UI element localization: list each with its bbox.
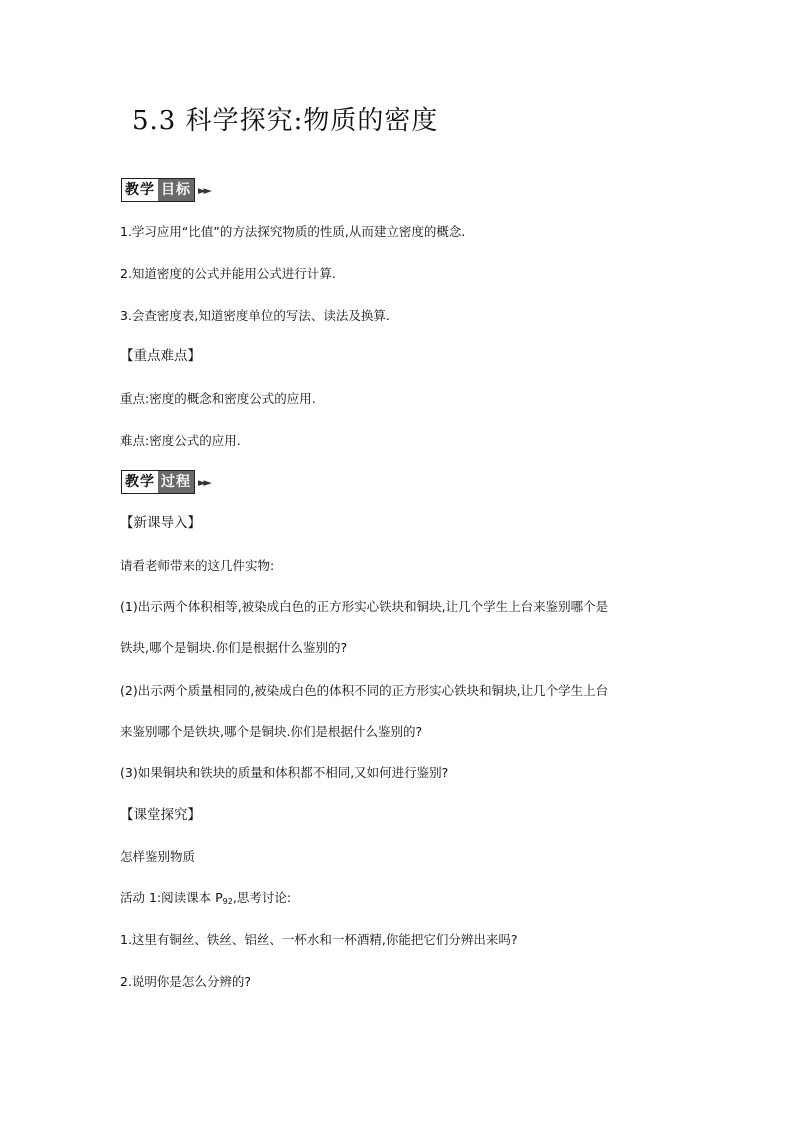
objective-3: 3.会查密度表,知道密度单位的写法、读法及换算. [120, 308, 390, 323]
intro-item-2-line-2: 来鉴别哪个是铁块,哪个是铜块.你们是根据什么鉴别的? [120, 724, 423, 739]
double-arrow-icon: ►► [198, 475, 209, 489]
double-arrow-icon: ►► [198, 183, 209, 197]
badge-label-white: 教学 [122, 471, 158, 493]
activity-prefix: 活动 1:阅读课本 P [120, 890, 223, 905]
intro-item-1-line-2: 铁块,哪个是铜块.你们是根据什么鉴别的? [120, 640, 348, 655]
activity-page-subscript: 92 [222, 897, 233, 906]
intro-heading: 【新课导入】 [120, 515, 201, 531]
badge-box [121, 470, 195, 494]
key-point-text: 重点:密度的概念和密度公式的应用. [120, 391, 316, 406]
difficulty-text: 难点:密度公式的应用. [120, 433, 241, 448]
question-2: 2.说明你是怎么分辨的? [120, 974, 252, 989]
activity-suffix: ,思考讨论: [232, 890, 292, 905]
explore-subheading: 怎样鉴别物质 [120, 849, 196, 864]
question-1: 1.这里有铜丝、铁丝、铝丝、一杯水和一杯酒精,你能把它们分辨出来吗? [120, 932, 518, 947]
badge-label-white: 教学 [122, 179, 158, 201]
intro-item-2-line-1: (2)出示两个质量相同的,被染成白色的体积不同的正方形实心铁块和铜块,让几个学生上台 [120, 683, 609, 698]
teaching-goals-badge [121, 178, 209, 202]
explore-heading: 【课堂探究】 [120, 807, 201, 823]
objective-1: 1.学习应用“比值”的方法探究物质的性质,从而建立密度的概念. [120, 224, 466, 239]
objective-2: 2.知道密度的公式并能用公式进行计算. [120, 266, 336, 281]
intro-item-1-line-1: (1)出示两个体积相等,被染成白色的正方形实心铁块和铜块,让几个学生上台来鉴别哪个是 [120, 599, 609, 614]
badge-label-dark: 过程 [158, 471, 194, 493]
badge-box [121, 178, 195, 202]
teaching-process-badge [121, 470, 209, 494]
intro-item-3: (3)如果铜块和铁块的质量和体积都不相同,又如何进行鉴别? [120, 765, 449, 780]
badge-label-dark: 目标 [158, 179, 194, 201]
activity-line [120, 889, 291, 911]
page-title: 5.3 科学探究:物质的密度 [132, 106, 439, 136]
key-difficulty-heading: 【重点难点】 [120, 348, 201, 364]
intro-text: 请看老师带来的这几件实物: [120, 558, 275, 573]
